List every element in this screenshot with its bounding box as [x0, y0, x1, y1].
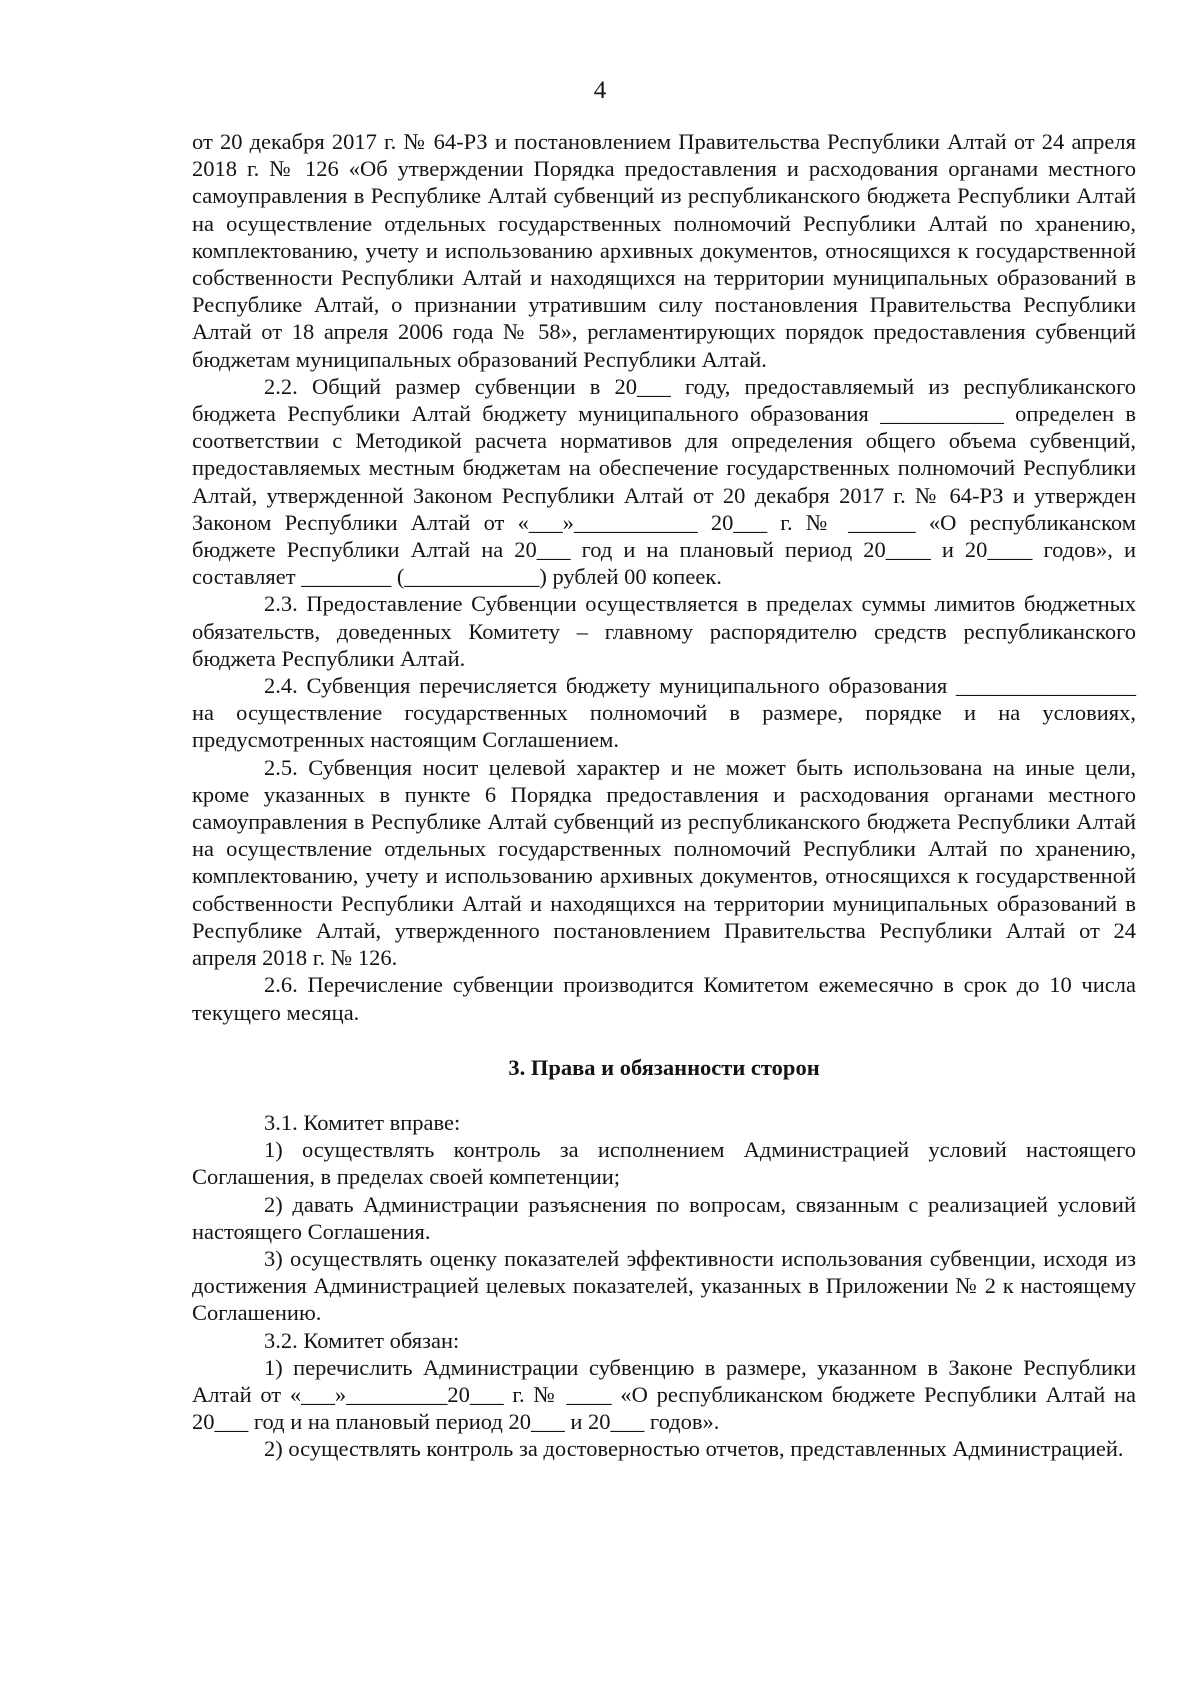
page-number: 4 — [593, 77, 607, 104]
document-body — [192, 128, 1136, 1463]
paragraph-2-2: 2.2. Общий размер субвенции в 20___ году, предоставляемый из республиканского бюджета Республики Алтай бюджету муниципального образования ___________ определен в соответствии с Методикой расчета нормативов для определения общего объема субвенций, предоставляемых местным бюджетам на обеспечение государственных полномочий Республики Алтай, утвержденной Законом Республики Алтай от 20 декабря 2017 г. № 64-РЗ и утвержден Законом Республики Алтай от «___»___________ 20___ г. № ______ «О республиканском бюджете Республики Алтай на 20___ год и на плановый период 20____ и 20____ годов», и составляет ________ (____________) рублей 00 копеек. — [192, 373, 1136, 590]
paragraph-2-3: 2.3. Предоставление Субвенции осуществляется в пределах суммы лимитов бюджетных обязательств, доведенных Комитету – главному распорядителю средств республиканского бюджета Республики Алтай. — [192, 591, 1136, 671]
paragraph-3-2-item-1: 1) перечислить Администрации субвенцию в размере, указанном в Законе Республики Алтай от «___»_________20___ г. № ____ «О республиканском бюджете Республики Алтай на 20___ год и на плановый период 20___ и 20___ годов». — [192, 1354, 1136, 1435]
paragraph-3-1-item-1: 1) осуществлять контроль за исполнением Администрацией условий настоящего Соглашения, в пределах своей компетенции; — [192, 1137, 1136, 1190]
paragraph-3-1: 3.1. Комитет вправе: — [264, 1109, 461, 1135]
paragraph-3-2-item-2: 2) осуществлять контроль за достоверностью отчетов, представленных Администрацией. — [264, 1436, 1124, 1462]
paragraph-3-1-item-3: 3) осуществлять оценку показателей эффективности использования субвенции, исходя из достижения Администрацией целевых показателей, указанных в Приложении № 2 к настоящему Соглашению. — [192, 1245, 1136, 1326]
paragraph-2-6: 2.6. Перечисление субвенции производится Комитетом ежемесячно в срок до 10 числа текущего месяца. — [192, 972, 1136, 1025]
paragraph-3-2: 3.2. Комитет обязан: — [264, 1327, 460, 1353]
paragraph-continuation: от 20 декабря 2017 г. № 64-РЗ и постановлением Правительства Республики Алтай от 24 апреля 2018 г. № 126 «Об утверждении Порядка предоставления и расходования органами местного самоуправления в Республике Алтай субвенций из республиканского бюджета Республики Алтай на осуществление отдельных государственных полномочий Республики Алтай по хранению, комплектованию, учету и использованию архивных документов, относящихся к государственной собственности Республики Алтай и находящихся на территории муниципальных образований в Республике Алтай, о признании утратившим силу постановления Правительства Республики Алтай от 18 апреля 2006 года № 58», регламентирующих порядок предоставления субвенций бюджетам муниципальных образований Республики Алтай. — [192, 129, 1136, 372]
paragraph-2-4: 2.4. Субвенция перечисляется бюджету муниципального образования ________________ на осуществление государственных полномочий в размере, порядке и на условиях, предусмотренных настоящим Соглашением. — [192, 673, 1136, 753]
paragraph-2-5: 2.5. Субвенция носит целевой характер и не может быть использована на иные цели, кроме указанных в пункте 6 Порядка предоставления и расходования органами местного самоуправления в Республике Алтай субвенций из республиканского бюджета Республики Алтай на осуществление отдельных государственных полномочий Республики Алтай по хранению, комплектованию, учету и использованию архивных документов, относящихся к государственной собственности Республики Алтай и находящихся на территории муниципальных образований в Республике Алтай, утвержденного постановлением Правительства Республики Алтай от 24 апреля 2018 г. № 126. — [192, 754, 1136, 971]
section-heading: 3. Права и обязанности сторон — [508, 1054, 820, 1080]
paragraph-3-1-item-2: 2) давать Администрации разъяснения по вопросам, связанным с реализацией условий настоящего Соглашения. — [192, 1191, 1136, 1244]
